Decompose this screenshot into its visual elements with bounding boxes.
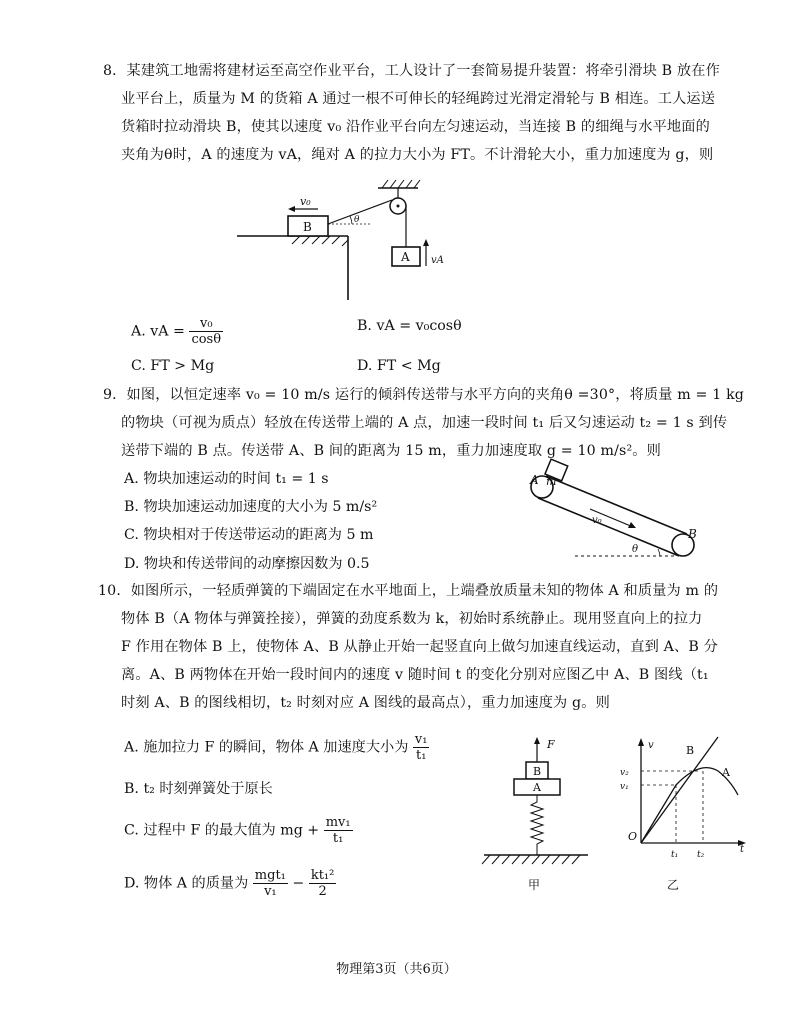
svg-text:A: A [530, 473, 539, 487]
svg-text:m: m [546, 475, 557, 488]
svg-text:F: F [547, 738, 555, 751]
q8-option-a[interactable]: A. vA = $\frac{\text{v₀}}{\cos\theta}$ [131, 316, 222, 347]
q8-line-1: 8．某建筑工地需将建材运至高空作业平台，工人设计了一套简易提升装置：将牵引滑块 B 放在作 [103, 63, 720, 79]
q9-line-3: 送带下端的 B 点。传送带 A、B 间的距离为 15 m，重力加速度取 g = 10 m/s²。则 [121, 443, 661, 459]
q10-caption-jia: 甲 [528, 878, 541, 892]
q9-option-c[interactable]: C. 物块相对于传送带运动的距离为 5 m [124, 527, 374, 543]
q8-line-4: 夹角为θ时，A 的速度为 vA，绳对 A 的拉力大小为 FT。不计滑轮大小，重力加速度为 g，则 [121, 147, 714, 163]
svg-text:θ: θ [354, 215, 360, 225]
q10-option-b[interactable]: B. t₂ 时刻弹簧处于原长 [124, 781, 273, 797]
svg-text:t₂: t₂ [697, 850, 705, 860]
svg-text:t₁: t₁ [671, 850, 679, 860]
q9-option-b[interactable]: B. 物块加速运动加速度的大小为 5 m/s² [124, 499, 378, 515]
svg-text:A: A [722, 766, 730, 779]
q8-option-d[interactable]: D. FT < Mg [357, 358, 441, 374]
q10-line-5: 时刻 A、B 的图线相切，t₂ 时刻对应 A 图线的最高点），重力加速度为 g。则 [121, 695, 610, 711]
q10-line-2: 物体 B（A 物体与弹簧拴接），弹簧的劲度系数为 k，初始时系统静止。现用竖直向上的拉力 [121, 611, 703, 627]
q8-line-2: 业平台上，质量为 M 的货箱 A 通过一根不可伸长的轻绳跨过光滑定滑轮与 B 相连。工人运送 [121, 91, 716, 107]
q8-line-3: 货箱时拉动滑块 B，使其以速度 v₀ 沿作业平台向左匀速运动，当连接 B 的细绳与水平地面的 [121, 119, 710, 135]
svg-text:v₀: v₀ [592, 515, 602, 526]
q9-option-a[interactable]: A. 物块加速运动的时间 t₁ = 1 s [124, 471, 329, 487]
q10-option-a[interactable]: A. 施加拉力 F 的瞬间，物体 A 加速度大小为 $\frac{\text{v₁}}{\text{t₁}}$ [124, 732, 428, 763]
q8-option-b[interactable]: B. vA = v₀cosθ [357, 318, 462, 334]
svg-text:v₁: v₁ [620, 782, 629, 792]
q9-option-d[interactable]: D. 物块和传送带间的动摩擦因数为 0.5 [124, 556, 370, 572]
q10-caption-yi: 乙 [667, 878, 680, 892]
svg-text:θ: θ [632, 544, 639, 555]
svg-text:B: B [688, 527, 697, 541]
q9-line-1: 9．如图，以恒定速率 v₀ = 10 m/s 运行的倾斜传送带与水平方向的夹角θ =30°，将质量 m = 1 kg [103, 387, 745, 403]
svg-text:t: t [740, 844, 745, 855]
svg-text:B: B [533, 765, 542, 778]
q9-line-2: 的物块（可视为质点）轻放在传送带上端的 A 点，加速一段时间 t₁ 后又匀速运动 t₂ = 1 s 到传 [121, 415, 728, 431]
q10-line-1: 10．如图所示，一轻质弹簧的下端固定在水平地面上，上端叠放质量未知的物体 A 和质量为 m 的 [98, 583, 719, 599]
q10-line-b [641, 737, 718, 843]
q10-line-4: 离。A、B 两物体在开始一段时间内的速度 v 随时间 t 的变化分别对应图乙中 A、B 图线（t₁ [121, 667, 709, 683]
svg-text:O: O [628, 830, 638, 843]
q8-option-c[interactable]: C. FT > Mg [131, 358, 215, 374]
q10-line-3: F 作用在物体 B 上，使物体 A、B 从静止开始一起竖直向上做匀加速直线运动，直到 A、B 分 [121, 639, 718, 655]
q10-option-d[interactable]: D. 物体 A 的质量为 $\frac{\text{mgt₁}}{\text{v₁}}$ − $\frac{\text{kt₁²}}{2}$ [124, 868, 335, 899]
svg-text:A: A [401, 250, 410, 264]
svg-text:vA: vA [431, 255, 444, 266]
q8-block-b-label: B [303, 220, 312, 234]
svg-text:v₀: v₀ [300, 195, 311, 208]
svg-text:v: v [648, 740, 654, 751]
page-footer: 物理第3页（共6页） [336, 962, 457, 977]
svg-text:v₂: v₂ [620, 768, 629, 778]
svg-text:A: A [533, 781, 541, 794]
q10-option-c[interactable]: C. 过程中 F 的最大值为 mg + $\frac{\text{mv₁}}{\text{t₁}}$ [124, 815, 351, 846]
svg-text:B: B [686, 744, 695, 757]
